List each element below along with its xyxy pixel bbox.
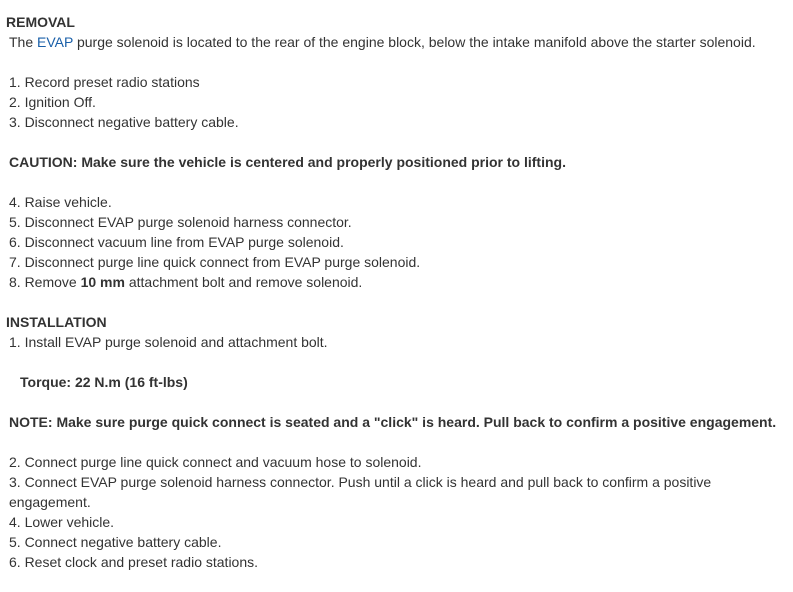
installation-step-3: 3. Connect EVAP purge solenoid harness connector. Push until a click is heard and pull back to confirm a positive engagement. [9, 474, 712, 510]
installation-note: NOTE: Make sure purge quick connect is seated and a "click" is heard. Pull back to confirm a positive engagement. [9, 414, 777, 430]
installation-step-6: 6. Reset clock and preset radio stations. [9, 554, 259, 570]
procedure-document [6, 12, 786, 572]
torque-spec: Torque: 22 N.m (16 ft-lbs) [20, 374, 188, 390]
removal-step-8 [6, 272, 786, 292]
spacer [6, 292, 786, 312]
removal-heading: REMOVAL [6, 14, 75, 30]
removal-step-2: 2. Ignition Off. [9, 94, 96, 110]
caution-note: CAUTION: Make sure the vehicle is centered and properly positioned prior to lifting. [9, 154, 566, 170]
removal-step-4: 4. Raise vehicle. [9, 194, 112, 210]
installation-step-5: 5. Connect negative battery cable. [9, 534, 222, 550]
installation-step-2: 2. Connect purge line quick connect and vacuum hose to solenoid. [9, 454, 422, 470]
removal-step-6: 6. Disconnect vacuum line from EVAP purge solenoid. [9, 234, 344, 250]
spacer [6, 392, 786, 412]
spacer [6, 52, 786, 72]
removal-step-1: 1. Record preset radio stations [9, 74, 200, 90]
spacer [6, 352, 786, 372]
removal-step-3: 3. Disconnect negative battery cable. [9, 114, 239, 130]
installation-step-1: 1. Install EVAP purge solenoid and attachment bolt. [9, 334, 328, 350]
installation-heading: INSTALLATION [6, 314, 107, 330]
evap-link[interactable]: EVAP [37, 34, 74, 50]
spacer [6, 132, 786, 152]
spacer [6, 432, 786, 452]
step8-text-before: 8. Remove [9, 274, 81, 290]
removal-intro [6, 32, 786, 52]
installation-step-4: 4. Lower vehicle. [9, 514, 115, 530]
intro-text-before: The [9, 34, 38, 50]
intro-text-after: purge solenoid is located to the rear of the engine block, below the intake manifold above the starter solenoid. [73, 34, 756, 50]
removal-step-5: 5. Disconnect EVAP purge solenoid harness connector. [9, 214, 352, 230]
spacer [6, 172, 786, 192]
bolt-size: 10 mm [80, 274, 125, 290]
step8-text-after: attachment bolt and remove solenoid. [124, 274, 363, 290]
removal-step-7: 7. Disconnect purge line quick connect from EVAP purge solenoid. [9, 254, 421, 270]
